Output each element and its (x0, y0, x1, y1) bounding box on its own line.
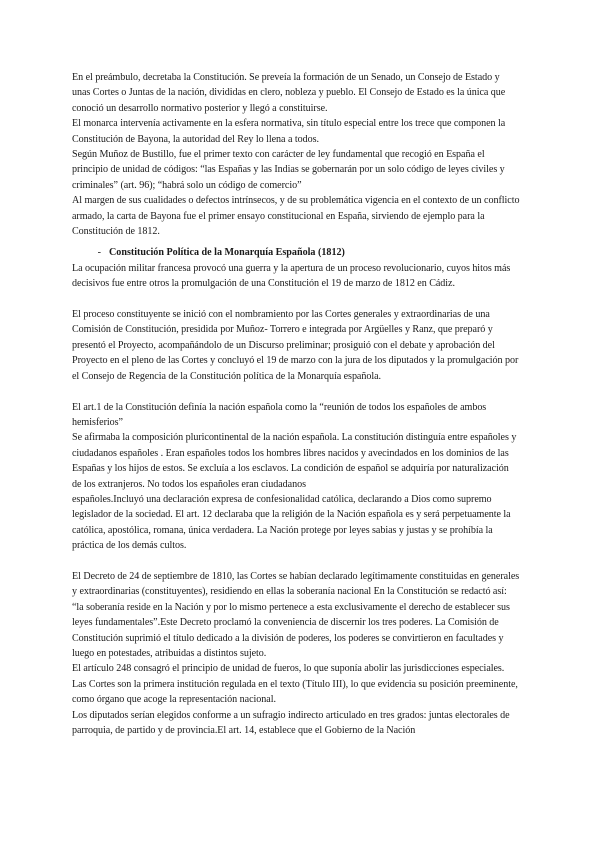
paragraph-art248: El artículo 248 consagró el principio de unidad de fueros, lo que suponía abolir las jurisdicciones especiales. (72, 663, 505, 675)
paragraph-decreto-1810: El Decreto de 24 de septiembre de 1810, las Cortes se habían declarado legítimamente constituidas en generales y extraordinarias (constituyentes), residiendo en ellas la soberanía nacional En la Constitución se redactó así: “la soberanía reside en la Nación y por lo mismo pertenece a esta exclusivamente el derecho de establecer sus leyes fundamentales”.Este Decreto proclamó la conveniencia de discernir los tres poderes. La Comisión de Constitución suprimió el título dedicado a la división de poderes, los poderes se convirtieron en facultades y luego en potestades, atribuidas a distintos sujeto. (72, 570, 520, 659)
section-heading-text: Constitución Política de la Monarquía Española (1812) (109, 247, 345, 259)
paragraph-gap (72, 554, 520, 569)
paragraph-art1: El art.1 de la Constitución definía la nación española como la “reunión de todos los españoles de ambos hemisferios” (72, 401, 487, 428)
paragraph-gap (72, 384, 520, 399)
heading-bullet: - (97, 247, 101, 259)
paragraph-confesionalidad: españoles.Incluyó una declaración expresa de confesionalidad católica, declarando a Dios como supremo legislador de la sociedad. El art. 12 declaraba que la religión de la Nación española es y será perpetuamente la católica, apostólica, romana, única verdadera. La Nación protege por leyes sabias y justas y se prohíbía la práctica de los demás cultos. (72, 493, 511, 552)
section-heading (72, 245, 520, 260)
paragraph-gap (72, 292, 520, 307)
paragraph-cortes: Las Cortes son la primera institución regulada en el texto (Título III), lo que evidencia su posición preeminente, como órgano que acoge la representación nacional. (72, 678, 518, 706)
paragraph-diputados: Los diputados serían elegidos conforme a un sufragio indirecto articulado en tres grados: juntas electorales de parroquia, de partido y de provincia.El art. 14, establece que el Gobierno de la Nación (72, 709, 510, 737)
paragraph-preambulo: En el preámbulo, decretaba la Constitución. Se preveía la formación de un Senado, un Consejo de Estado y unas Cortes o Juntas de la nación, divididas en clero, nobleza y pueblo. El Consejo de Estado es la única que conoció un desarrollo normativo posterior y llegó a constituirse. (72, 72, 506, 114)
paragraph-composicion: Se afirmaba la composición pluricontinental de la nación española. La constitución distinguía entre españoles y ciudadanos españoles . Eran españoles todos los hombres libres nacidos y avecindados en los dominios de las Españas y los hijos de estos. Se excluía a los esclavos. La condición de español se adquiría por naturalización de los extranjeros. No todos los españoles eran ciudadanos (72, 432, 517, 490)
paragraph-monarca: El monarca intervenía activamente en la esfera normativa, sin título especial entre los trece que componen la Constitución de Bayona, la autoridad del Rey lo llena a todos. (72, 118, 506, 145)
paragraph-munoz-bustillo: Según Muñoz de Bustillo, fue el primer texto con carácter de ley fundamental que recogió en España el principio de unidad de códigos: “las Españas y las Indias se gobernarán por un solo código de leyes civiles y criminales” (art. 96); “habrá solo un código de comercio” (72, 149, 505, 191)
paragraph-ocupacion: La ocupación militar francesa provocó una guerra y la apertura de un proceso revolucionario, cuyos hitos más decisivos fue entre otros la promulgación de una Constitución el 19 de marzo de 1812 en Cádiz. (72, 262, 511, 290)
paragraph-carta-bayona: Al margen de sus cualidades o defectos intrínsecos, y de su problemática vigencia en el contexto de un conflicto armado, la carta de Bayona fue el primer ensayo constitucional en España, sirviendo de ejemplo para la Constitución de 1812. (72, 195, 520, 238)
paragraph-proceso-constituyente: El proceso constituyente se inició con el nombramiento por las Cortes generales y extraordinarias de una Comisión de Constitución, presidida por Muñoz- Torrero e integrada por Argüelles y Ranz, que preparó y presentó el Proyecto, acompañándolo de un Discurso preliminar; prosiguió con el debate y aprobación del Proyecto en el pleno de las Cortes y concluyó el 19 de marzo con la jura de los diputados y la promulgación por el Consejo de Regencia de la Constitución política de la Monarquía española. (72, 309, 519, 382)
